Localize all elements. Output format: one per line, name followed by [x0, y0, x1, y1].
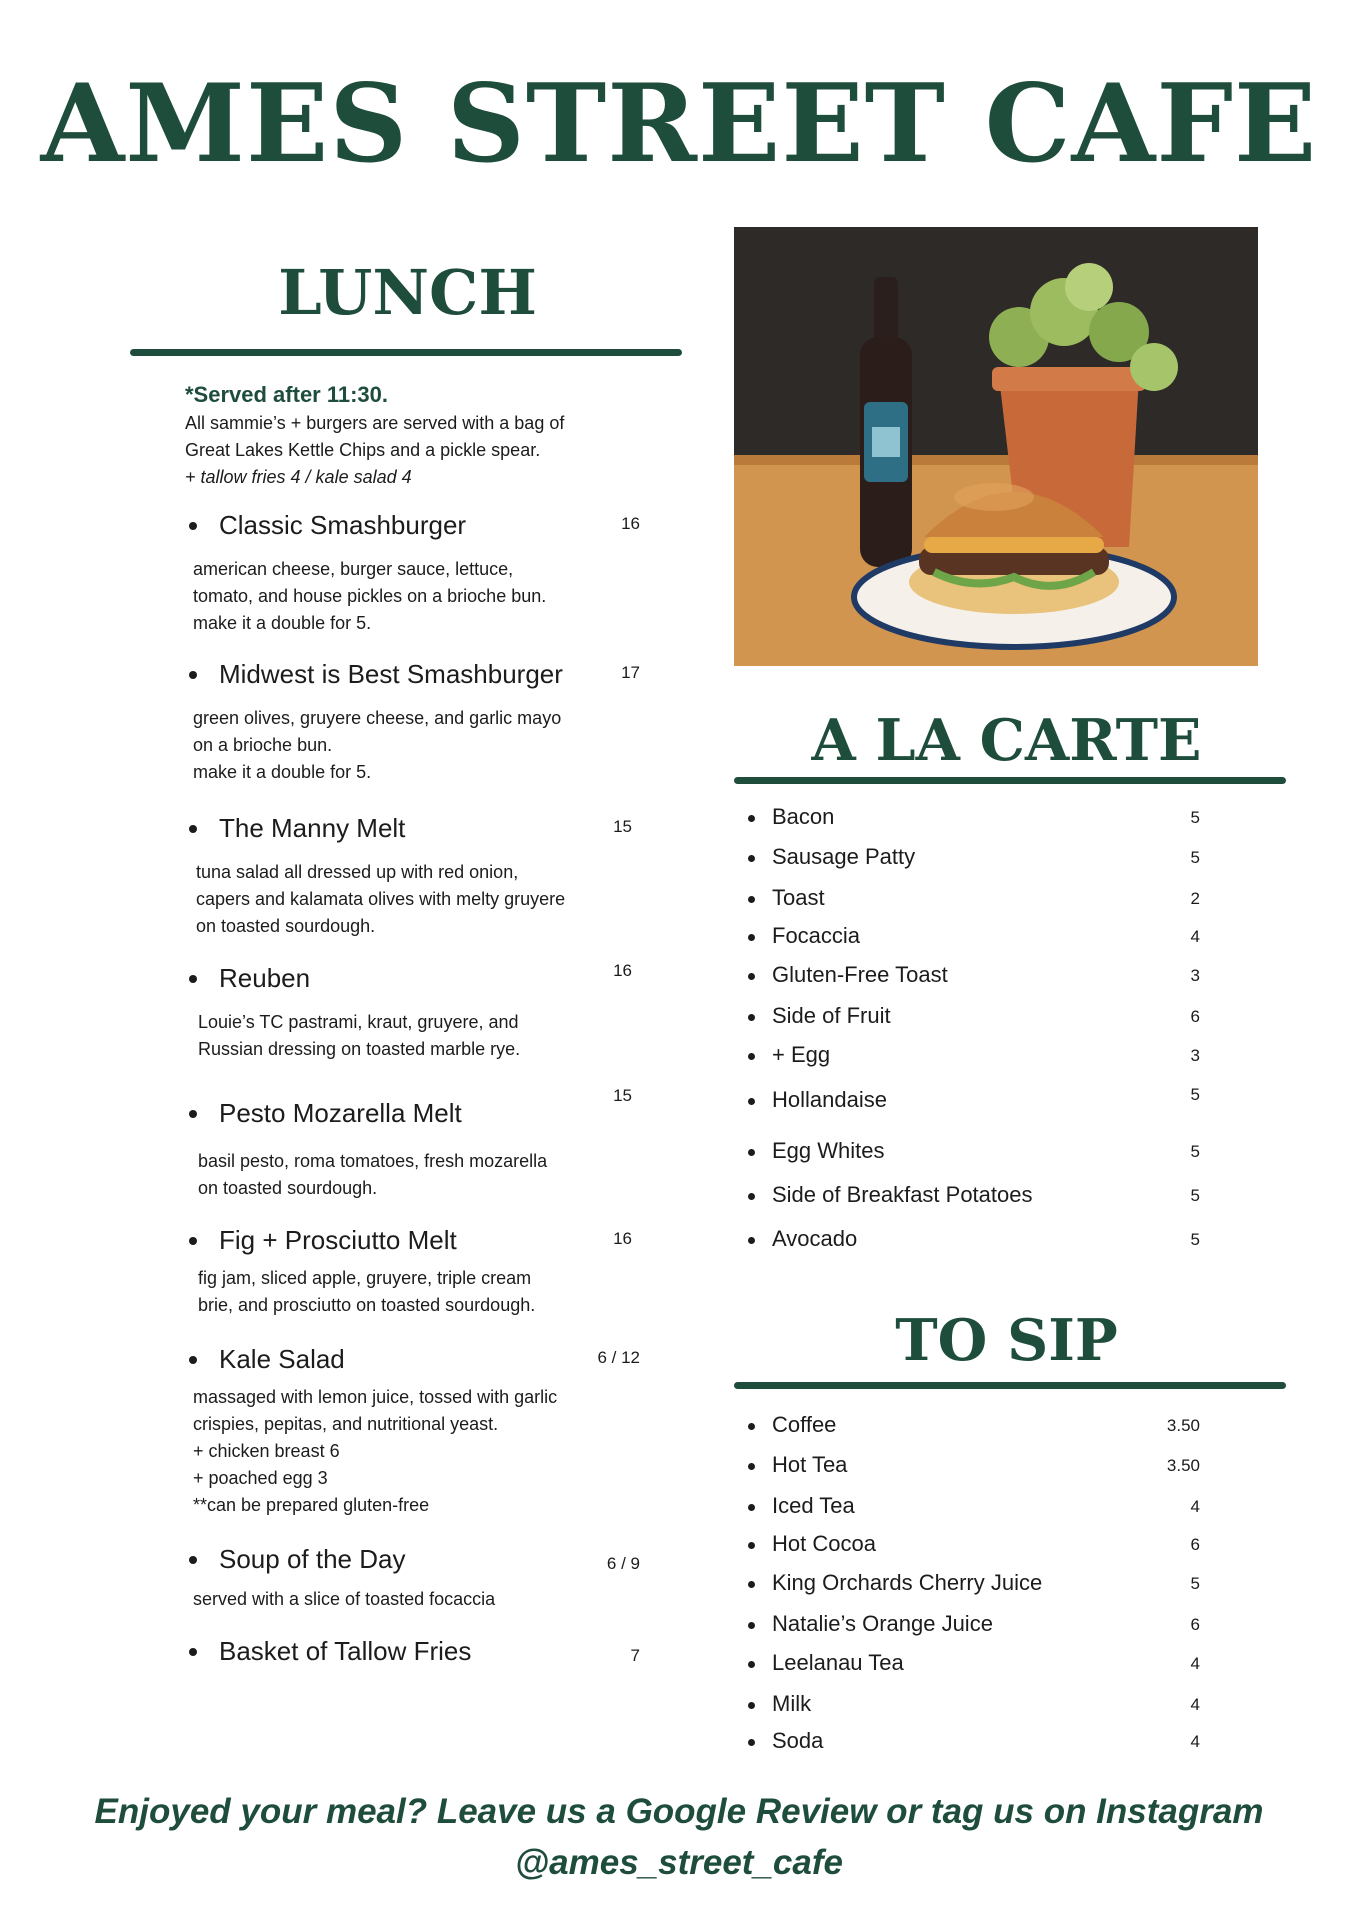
item-name: Hot Cocoa — [772, 1531, 876, 1556]
tosip-divider — [734, 1382, 1286, 1389]
lunch-item-midwest-smashburger — [185, 657, 640, 786]
item-description: green olives, gruyere cheese, and garlic mayo on a brioche bun. make it a double for 5. — [193, 708, 562, 782]
item-price: 2 — [1190, 889, 1200, 908]
tosip-item-milk — [745, 1689, 1200, 1723]
bullet-icon — [748, 1193, 755, 1200]
lunch-item-pesto-melt — [185, 1086, 640, 1202]
item-name: Avocado — [772, 1226, 858, 1251]
lunch-item-kale-salad — [185, 1342, 640, 1519]
bullet-icon — [748, 1423, 755, 1430]
item-name: Iced Tea — [772, 1493, 855, 1518]
item-name: Kale Salad — [219, 1344, 345, 1374]
item-price: 3.50 — [1166, 1456, 1200, 1475]
burger-photo — [734, 227, 1258, 666]
lunch-item-soup — [185, 1542, 640, 1613]
lunch-item-reuben — [185, 961, 640, 1063]
tosip-item-orange-juice — [745, 1609, 1200, 1643]
lunch-item-tallow-fries — [185, 1634, 640, 1670]
lunch-item-classic-smashburger — [185, 508, 640, 637]
item-price: 4 — [1190, 927, 1200, 946]
bullet-icon — [748, 1463, 755, 1470]
bullet-icon — [748, 934, 755, 941]
item-price: 3 — [1190, 1046, 1200, 1065]
bullet-icon — [748, 896, 755, 903]
item-name: Milk — [772, 1691, 812, 1716]
item-description: tuna salad all dressed up with red onion, capers and kalamata olives with melty gruyere on toasted sourdough. — [196, 862, 566, 936]
item-price: 6 / 12 — [597, 1348, 640, 1367]
item-name: Leelanau Tea — [772, 1650, 904, 1675]
bullet-icon — [748, 1098, 755, 1105]
item-name: Gluten-Free Toast — [772, 962, 948, 987]
item-price: 5 — [1190, 1186, 1200, 1205]
lunch-item-fig-prosciutto — [185, 1223, 640, 1319]
item-name: Reuben — [219, 963, 311, 993]
bullet-icon — [748, 1661, 755, 1668]
bullet-icon — [748, 1014, 755, 1021]
item-description: Louie’s TC pastrami, kraut, gruyere, and Russian dressing on toasted marble rye. — [198, 1012, 521, 1059]
instagram-handle: @ames_street_cafe — [515, 1843, 843, 1882]
served-after-note: *Served after 11:30. — [185, 382, 389, 407]
item-name: Midwest is Best Smashburger — [219, 659, 563, 689]
alacarte-item-sausage — [745, 842, 1200, 876]
item-name: Classic Smashburger — [219, 510, 467, 540]
item-name: Coffee — [772, 1412, 837, 1437]
bullet-icon — [748, 1237, 755, 1244]
alacarte-item-hollandaise — [745, 1085, 1200, 1119]
lunch-heading: LUNCH — [278, 256, 537, 329]
item-name: Hollandaise — [772, 1087, 887, 1112]
item-name: Side of Breakfast Potatoes — [772, 1182, 1033, 1207]
alacarte-item-fruit — [745, 1001, 1200, 1035]
tosip-item-coffee — [745, 1410, 1200, 1444]
item-price: 4 — [1190, 1732, 1200, 1751]
bullet-icon — [748, 1149, 755, 1156]
item-price: 6 — [1190, 1615, 1200, 1634]
bullet-icon — [748, 1053, 755, 1060]
alacarte-item-egg-whites — [745, 1136, 1200, 1170]
item-price: 16 — [613, 961, 632, 980]
tosip-heading: TO SIP — [895, 1307, 1118, 1374]
bullet-icon — [748, 973, 755, 980]
item-name: Focaccia — [772, 923, 861, 948]
item-name: + Egg — [772, 1042, 831, 1067]
bullet-icon — [748, 1542, 755, 1549]
item-name: Basket of Tallow Fries — [219, 1636, 472, 1666]
item-price: 7 — [630, 1646, 640, 1665]
tosip-item-hot-tea — [745, 1450, 1200, 1484]
item-name: King Orchards Cherry Juice — [772, 1570, 1043, 1595]
item-name: The Manny Melt — [219, 813, 406, 843]
tosip-item-soda — [745, 1726, 1200, 1760]
alacarte-item-toast — [745, 883, 1200, 917]
alacarte-divider — [734, 777, 1286, 784]
item-description: american cheese, burger sauce, lettuce, tomato, and house pickles on a brioche bun. make it a double for 5. — [193, 559, 547, 633]
item-name: Soup of the Day — [219, 1544, 406, 1574]
bullet-icon — [748, 815, 755, 822]
bullet-icon — [189, 671, 197, 679]
item-price: 6 / 9 — [606, 1554, 640, 1573]
item-price: 5 — [1190, 808, 1200, 827]
alacarte-item-avocado — [745, 1224, 1200, 1258]
cafe-title: AMES STREET CAFE — [40, 61, 1318, 187]
item-price: 5 — [1190, 848, 1200, 867]
item-price: 5 — [1190, 1230, 1200, 1249]
item-name: Natalie’s Orange Juice — [772, 1611, 993, 1636]
item-description: fig jam, sliced apple, gruyere, triple cream brie, and prosciutto on toasted sourdough. — [198, 1268, 536, 1315]
item-name: Side of Fruit — [772, 1003, 891, 1028]
item-price: 6 — [1190, 1535, 1200, 1554]
item-description: massaged with lemon juice, tossed with garlic crispies, pepitas, and nutritional yeast. + chicken breast 6 + poached egg 3 **can be prepared gluten-free — [193, 1387, 558, 1515]
lunch-item-manny-melt — [185, 811, 640, 940]
item-price: 17 — [621, 663, 640, 682]
item-price: 15 — [613, 1086, 632, 1105]
bullet-icon — [748, 855, 755, 862]
bullet-icon — [189, 975, 197, 983]
item-price: 4 — [1190, 1695, 1200, 1714]
tosip-item-cherry-juice — [745, 1568, 1200, 1602]
item-price: 5 — [1190, 1142, 1200, 1161]
bullet-icon — [748, 1581, 755, 1588]
bullet-icon — [189, 1237, 197, 1245]
item-price: 16 — [613, 1229, 632, 1248]
item-description: basil pesto, roma tomatoes, fresh mozarella on toasted sourdough. — [198, 1151, 548, 1198]
bullet-icon — [748, 1504, 755, 1511]
bullet-icon — [189, 1110, 197, 1118]
item-name: Soda — [772, 1728, 824, 1753]
item-price: 3 — [1190, 966, 1200, 985]
item-price: 3.50 — [1166, 1416, 1200, 1435]
item-price: 5 — [1190, 1574, 1200, 1593]
item-name: Fig + Prosciutto Melt — [219, 1225, 457, 1255]
item-price: 5 — [1190, 1085, 1200, 1104]
addons-note: + tallow fries 4 / kale salad 4 — [185, 467, 412, 487]
alacarte-heading: A LA CARTE — [811, 707, 1202, 774]
bullet-icon — [748, 1739, 755, 1746]
item-name: Bacon — [772, 804, 835, 829]
item-name: Pesto Mozarella Melt — [219, 1098, 462, 1128]
item-name: Toast — [772, 885, 825, 910]
bullet-icon — [189, 1356, 197, 1364]
alacarte-item-egg — [745, 1040, 1200, 1074]
sides-note: All sammie’s + burgers are served with a bag of Great Lakes Kettle Chips and a pickle spear. — [185, 413, 565, 460]
alacarte-item-bacon — [745, 802, 1200, 836]
lunch-intro — [185, 380, 665, 491]
item-name: Sausage Patty — [772, 844, 916, 869]
alacarte-item-gf-toast — [745, 960, 1200, 994]
tosip-item-leelanau-tea — [745, 1648, 1200, 1682]
item-price: 15 — [613, 817, 632, 836]
bullet-icon — [189, 1556, 197, 1564]
burger-photo-illustration — [734, 227, 1258, 666]
item-name: Egg Whites — [772, 1138, 885, 1163]
tosip-item-iced-tea — [745, 1491, 1200, 1525]
alacarte-item-focaccia — [745, 921, 1200, 955]
alacarte-item-potatoes — [745, 1180, 1200, 1214]
tosip-item-hot-cocoa — [745, 1529, 1200, 1563]
item-price: 6 — [1190, 1007, 1200, 1026]
bullet-icon — [189, 522, 197, 530]
bullet-icon — [748, 1622, 755, 1629]
bullet-icon — [748, 1702, 755, 1709]
item-price: 4 — [1190, 1654, 1200, 1673]
bullet-icon — [189, 825, 197, 833]
item-description: served with a slice of toasted focaccia — [193, 1589, 496, 1609]
lunch-divider — [130, 349, 682, 356]
bullet-icon — [189, 1648, 197, 1656]
item-price: 16 — [621, 514, 640, 533]
item-name: Hot Tea — [772, 1452, 848, 1477]
item-price: 4 — [1190, 1497, 1200, 1516]
review-prompt: Enjoyed your meal? Leave us a Google Review or tag us on Instagram — [94, 1792, 1264, 1831]
